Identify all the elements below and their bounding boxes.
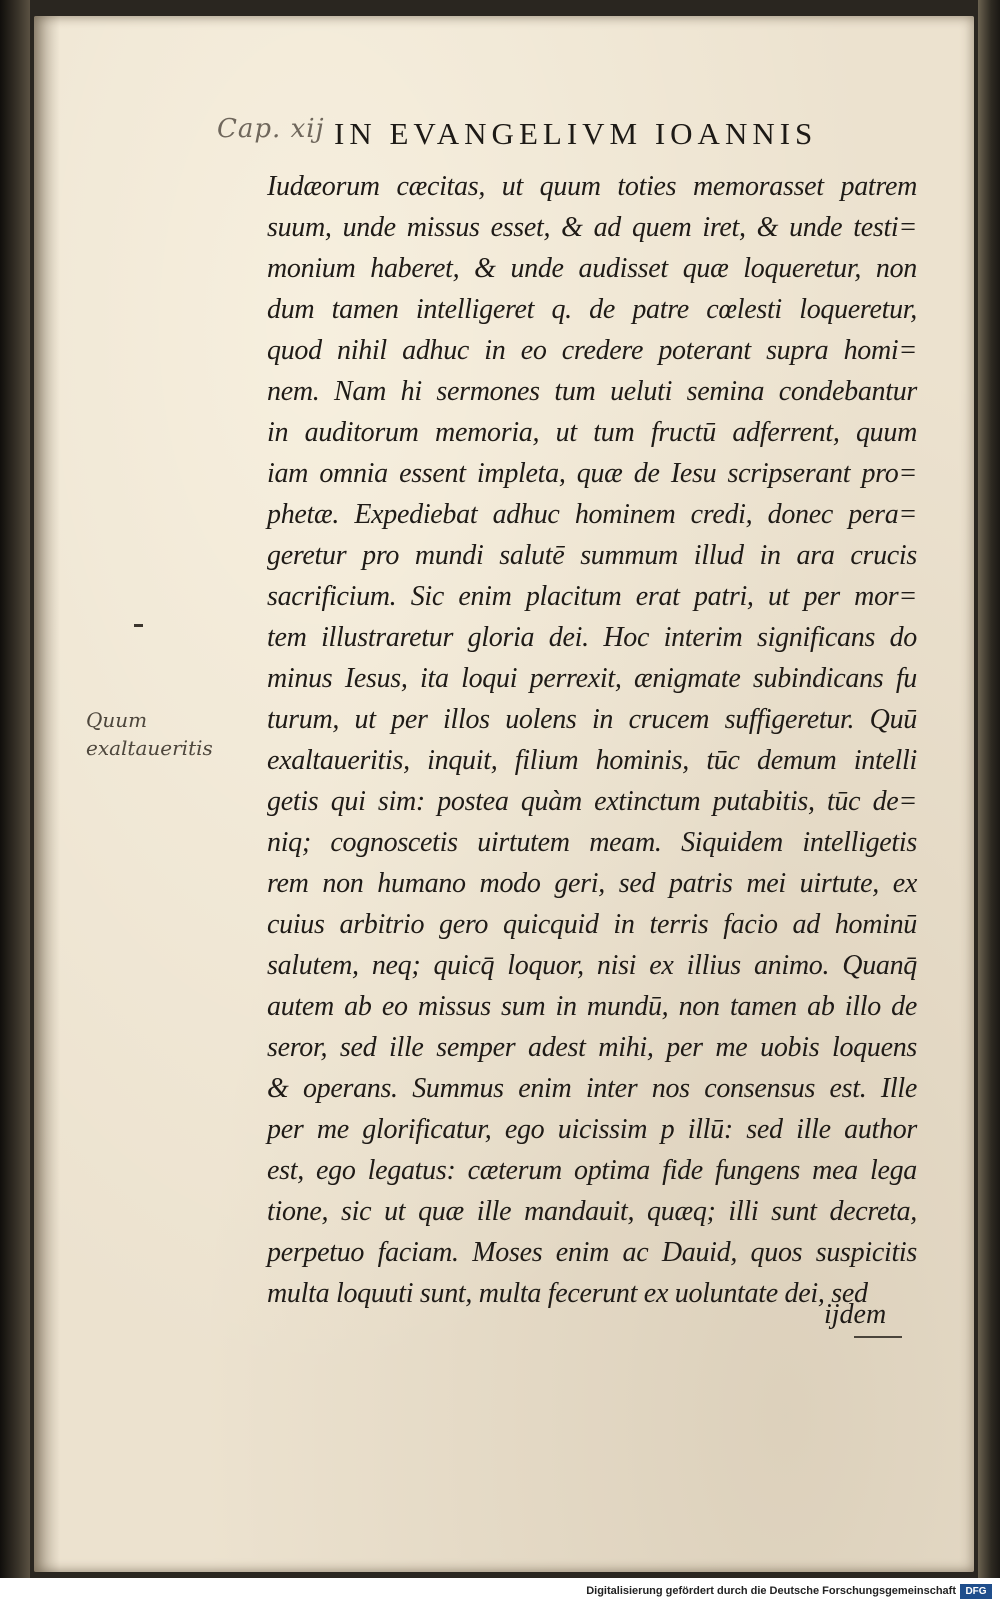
text-line: cuius arbitrio gero quicquid in terris facio ad hominū — [267, 909, 917, 940]
text-line: quod nihil adhuc in eo credere poterant supra homi= — [267, 335, 917, 366]
book-page — [34, 16, 974, 1572]
text-line: seror, sed ille semper adest mihi, per me uobis loquens — [267, 1032, 917, 1063]
text-line: salutem, neq; quicq̄ loquor, nisi ex illius animo. Quanq̄ — [267, 950, 917, 981]
text-line: & operans. Summus enim inter nos consensus est. Ille — [267, 1073, 917, 1104]
text-line: Iudæorum cæcitas, ut quum toties memorasset patrem — [267, 171, 917, 202]
text-line: sacrificium. Sic enim placitum erat patri, ut per mor= — [267, 581, 917, 612]
body-text — [267, 166, 917, 1314]
digitization-footer — [0, 1578, 1000, 1606]
text-line: phetæ. Expediebat adhuc hominem credi, donec pera= — [267, 499, 917, 530]
text-line: turum, ut per illos uolens in crucem suffigeretur. Quū — [267, 704, 917, 735]
funding-credit: Digitalisierung gefördert durch die Deutsche Forschungsgemeinschaft — [586, 1585, 956, 1597]
text-line: iam omnia essent impleta, quæ de Iesu scripserant pro= — [267, 458, 917, 489]
catchword: ijdem — [824, 1299, 887, 1330]
text-line: est, ego legatus: cæterum optima fide fungens mea lega — [267, 1155, 917, 1186]
text-line: suum, unde missus esset, & ad quem iret, & unde testi= — [267, 212, 917, 243]
text-line: dum tamen intelligeret q. de patre cœlesti loqueretur, — [267, 294, 917, 325]
text-line: getis qui sim: postea quàm extinctum putabitis, tūc de= — [267, 786, 917, 817]
handwritten-chapter-note: Cap. xij — [217, 114, 325, 144]
margin-mark — [134, 624, 143, 627]
text-line: tem illustraretur gloria dei. Hoc interim significans do — [267, 622, 917, 653]
text-line: in auditorum memoria, ut tum fructū adferrent, quum — [267, 417, 917, 448]
text-line: tione, sic ut quæ ille mandauit, quæq; illi sunt decreta, — [267, 1196, 917, 1227]
page-header — [34, 108, 974, 158]
marginal-annotation: Quum exaltaueritis — [86, 708, 213, 760]
dfg-logo: DFG — [960, 1584, 992, 1599]
text-line: monium haberet, & unde audisset quæ loqueretur, non — [267, 253, 917, 284]
text-line: per me glorificatur, ego uicissim p illū: sed ille author — [267, 1114, 917, 1145]
text-line: geretur pro mundi salutē summum illud in ara crucis — [267, 540, 917, 571]
book-spine-edge — [0, 0, 30, 1578]
gutter-shadow — [34, 16, 60, 1572]
catchword-rule — [854, 1336, 902, 1338]
text-line: exaltaueritis, inquit, filium hominis, tūc demum intelli — [267, 745, 917, 776]
text-line: autem ab eo missus sum in mundū, non tamen ab illo de — [267, 991, 917, 1022]
text-line: rem non humano modo geri, sed patris mei uirtute, ex — [267, 868, 917, 899]
text-line: minus Iesus, ita loqui perrexit, ænigmate subindicans fu — [267, 663, 917, 694]
text-line: niq; cognoscetis uirtutem meam. Siquidem intelligetis — [267, 827, 917, 858]
running-title: IN EVANGELIVM IOANNIS — [334, 116, 818, 151]
text-line: nem. Nam hi sermones tum ueluti semina condebantur — [267, 376, 917, 407]
text-line: multa loquuti sunt, multa fecerunt ex uoluntate dei, sed — [267, 1278, 868, 1309]
book-fore-edge — [978, 0, 1000, 1578]
text-line: perpetuo faciam. Moses enim ac Dauid, quos suspicitis — [267, 1237, 917, 1268]
